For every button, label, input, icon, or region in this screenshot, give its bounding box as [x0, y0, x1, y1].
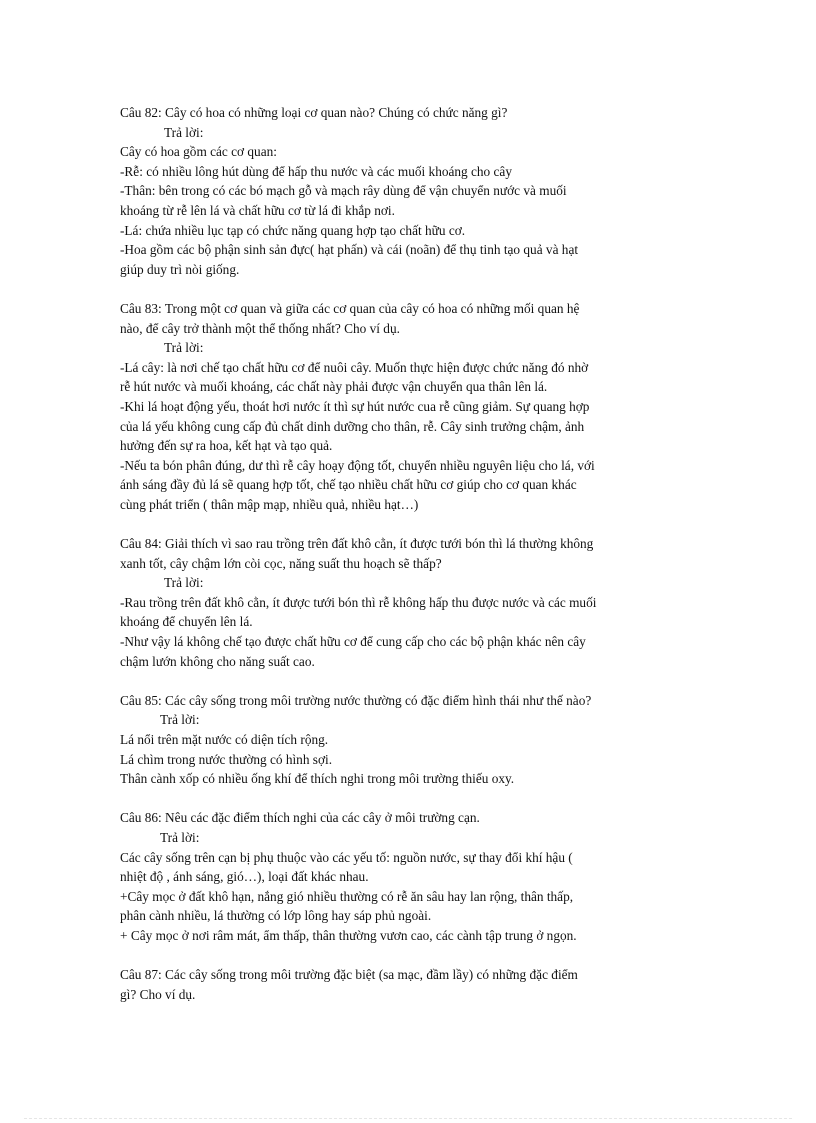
answer-label: Trả lời:: [164, 575, 204, 591]
answer-line: +Cây mọc ở đất khô hạn, nắng gió nhiều thường có rễ ăn sâu hay lan rộng, thân thấp,: [120, 888, 574, 904]
answer-line: cùng phát triển ( thân mập mạp, nhiều quả, nhiều hạt…): [120, 496, 419, 512]
answer-label: Trả lời:: [164, 124, 204, 140]
page-bottom-rule: [24, 1118, 792, 1119]
answer-line: + Cây mọc ở nơi râm mát, ẩm thấp, thân thường vươn cao, các cành tập trung ở ngọn.: [120, 927, 577, 943]
question-text-continued: nào, để cây trở thành một thể thống nhất? Cho ví dụ.: [120, 320, 400, 336]
answer-line: khoáng để chuyển lên lá.: [120, 614, 253, 630]
question-text-continued: gì? Cho ví dụ.: [120, 986, 196, 1002]
question-text: Câu 85: Các cây sống trong môi trường nước thường có đặc điểm hình thái như thế nào?: [120, 692, 592, 708]
answer-line: -Lá: chứa nhiều lục tạp có chức năng quang hợp tạo chất hữu cơ.: [120, 222, 466, 238]
answer-line: chậm lướn không cho năng suất cao.: [120, 653, 315, 669]
answer-label: Trả lời:: [164, 340, 204, 356]
answer-line: phân cành nhiều, lá thường có lớp lông hay sáp phủ ngoài.: [120, 908, 432, 924]
answer-label: Trả lời:: [160, 712, 200, 728]
answer-line: Lá nổi trên mặt nước có diện tích rộng.: [120, 732, 329, 747]
answer-line: -Nếu ta bón phân đúng, dư thì rễ cây hoạy động tốt, chuyển nhiều nguyên liệu cho lá, với: [120, 457, 595, 473]
question-text-continued: xanh tốt, cây chậm lớn còi cọc, năng suất thu hoạch sẽ thấp?: [120, 555, 442, 571]
answer-line: Lá chìm trong nước thường có hình sợi.: [120, 751, 333, 767]
answer-line: rễ hút nước và muối khoáng, các chất này phải được vận chuyển qua thân lên lá.: [120, 379, 548, 395]
answer-line: -Lá cây: là nơi chế tạo chất hữu cơ để nuôi cây. Muốn thực hiện được chức năng đó nhờ: [120, 359, 589, 375]
answer-line: Cây có hoa gồm các cơ quan:: [120, 144, 277, 160]
paragraph-gap: [120, 279, 700, 299]
answer-line: khoáng từ rễ lên lá và chất hữu cơ từ lá đi khắp nơi.: [120, 202, 395, 218]
answer-line: -Như vậy lá không chế tạo được chất hữu cơ để cung cấp cho các bộ phận khác nên cây: [120, 634, 586, 650]
answer-label: Trả lời:: [160, 829, 200, 845]
answer-line: ánh sáng đầy đủ lá sẽ quang hợp tốt, chế tạo nhiều chất hữu cơ giúp cho cơ quan khác: [120, 477, 577, 493]
paragraph-gap: [120, 789, 700, 809]
answer-line: của lá yếu không cung cấp đủ chất dinh dưỡng cho thân, rễ. Cây sinh trưởng chậm, ảnh: [120, 418, 585, 434]
paragraph-gap: [120, 514, 700, 534]
answer-line: Các cây sống trên cạn bị phụ thuộc vào các yếu tố: nguồn nước, sự thay đổi khí hậu (: [120, 849, 573, 865]
question-text: Câu 83: Trong một cơ quan và giữa các cơ quan của cây có hoa có những mối quan hệ: [120, 300, 580, 316]
answer-line: -Thân: bên trong có các bó mạch gỗ và mạch rây dùng để vận chuyển nước và muối: [120, 183, 567, 199]
answer-line: nhiệt độ , ánh sáng, gió…), loại đất khác nhau.: [120, 869, 369, 885]
answer-line: -Hoa gồm các bộ phận sinh sản đực( hạt phấn) và cái (noãn) để thụ tinh tạo quả và hạt: [120, 242, 579, 258]
answer-line: -Rau trồng trên đất khô cằn, ít được tưới bón thì rễ không hấp thu được nước và các muối: [120, 594, 597, 610]
question-text: Câu 87: Các cây sống trong môi trường đặc biệt (sa mạc, đầm lầy) có những đặc điểm: [120, 967, 578, 983]
answer-line: Thân cành xốp có nhiều ống khí để thích nghi trong môi trường thiếu oxy.: [120, 771, 515, 787]
paragraph-gap: [120, 671, 700, 691]
question-text: Câu 82: Cây có hoa có những loại cơ quan nào? Chúng có chức năng gì?: [120, 105, 508, 120]
answer-line: -Rễ: có nhiều lông hút dùng để hấp thu nước và các muối khoáng cho cây: [120, 163, 512, 179]
question-text: Câu 86: Nêu các đặc điểm thích nghi của các cây ở môi trường cạn.: [120, 810, 480, 826]
question-text: Câu 84: Giải thích vì sao rau trồng trên đất khô cằn, ít được tưới bón thì lá thường không: [120, 536, 594, 552]
answer-line: giúp duy trì nòi giống.: [120, 261, 240, 277]
answer-line: -Khi lá hoạt động yếu, thoát hơi nước ít thì sự hút nước cua rễ cũng giảm. Sự quang hợp: [120, 398, 590, 414]
paragraph-gap: [120, 946, 700, 966]
answer-line: hưởng đến sự ra hoa, kết hạt và tạo quả.: [120, 438, 333, 454]
document-body: [120, 103, 700, 1004]
